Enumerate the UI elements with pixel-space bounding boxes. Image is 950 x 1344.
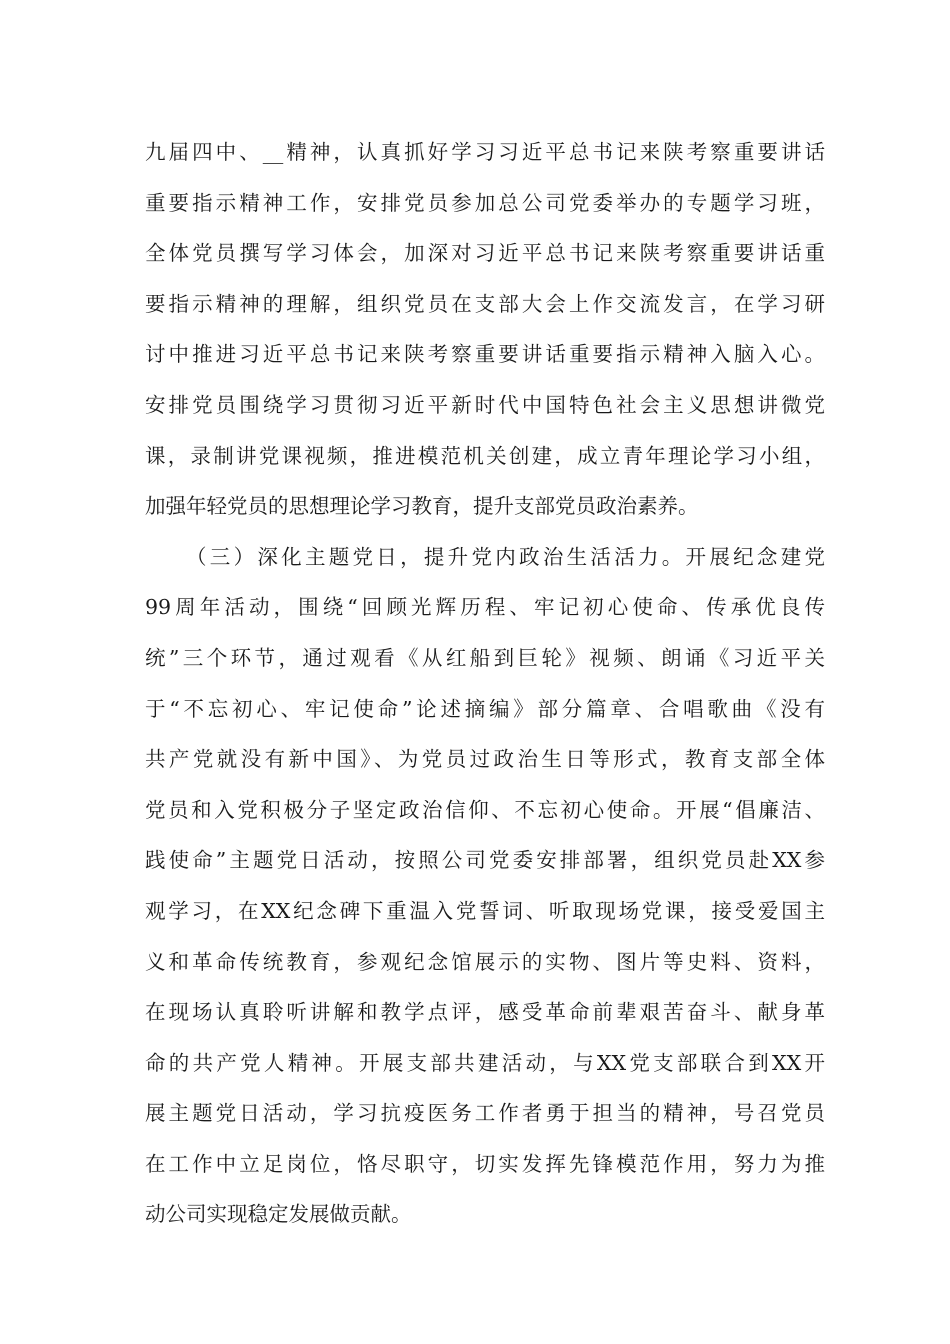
text-line: 安排党员围绕学习贯彻习近平新时代中国特色社会主义思想讲微党 [145, 392, 825, 417]
paragraph-heading-line: （三）深化主题党日，提升党内政治生活活力。开展纪念建党 [186, 544, 825, 569]
text-line: 要指示精神的理解，组织党员在支部大会上作交流发言，在学习研 [145, 291, 825, 316]
text-line: 九届四中、__精神，认真抓好学习习近平总书记来陕考察重要讲话 [145, 140, 825, 164]
text-line: 99周年活动，围绕“回顾光辉历程、牢记初心使命、传承优良传 [145, 595, 825, 620]
text-line: 动公司实现稳定发展做贡献。 [145, 1202, 412, 1227]
text-line: 义和革命传统教育，参观纪念馆展示的实物、图片等史料、资料， [145, 949, 825, 974]
text-line: 观学习，在XX纪念碑下重温入党誓词、听取现场党课，接受爱国主 [145, 898, 825, 923]
text-line: 重要指示精神工作，安排党员参加总公司党委举办的专题学习班， [145, 190, 825, 215]
text-line: 加强年轻党员的思想理论学习教育，提升支部党员政治素养。 [145, 494, 699, 519]
text-line: 统”三个环节，通过观看《从红船到巨轮》视频、朗诵《习近平关 [145, 645, 825, 670]
text-line: 在现场认真聆听讲解和教学点评，感受革命前辈艰苦奋斗、献身革 [145, 1000, 825, 1025]
body-text [145, 127, 825, 1240]
text-line: 课，录制讲党课视频，推进模范机关创建，成立青年理论学习小组， [145, 443, 825, 468]
text-line: 在工作中立足岗位，恪尽职守，切实发挥先锋模范作用，努力为推 [145, 1151, 825, 1176]
text-line: 共产党就没有新中国》、为党员过政治生日等形式，教育支部全体 [145, 747, 825, 772]
text-line: 于“不忘初心、牢记使命”论述摘编》部分篇章、合唱歌曲《没有 [145, 696, 825, 721]
text-line: 讨中推进习近平总书记来陕考察重要讲话重要指示精神入脑入心。 [145, 342, 825, 367]
text-line: 党员和入党积极分子坚定政治信仰、不忘初心使命。开展“倡廉洁、 [145, 797, 825, 822]
text-line: 践使命”主题党日活动，按照公司党委安排部署，组织党员赴XX参 [145, 848, 825, 873]
text-line: 全体党员撰写学习体会，加深对习近平总书记来陕考察重要讲话重 [145, 241, 825, 266]
text-line: 命的共产党人精神。开展支部共建活动，与XX党支部联合到XX开 [145, 1050, 825, 1075]
text-line: 展主题党日活动，学习抗疫医务工作者勇于担当的精神，号召党员 [145, 1101, 825, 1126]
